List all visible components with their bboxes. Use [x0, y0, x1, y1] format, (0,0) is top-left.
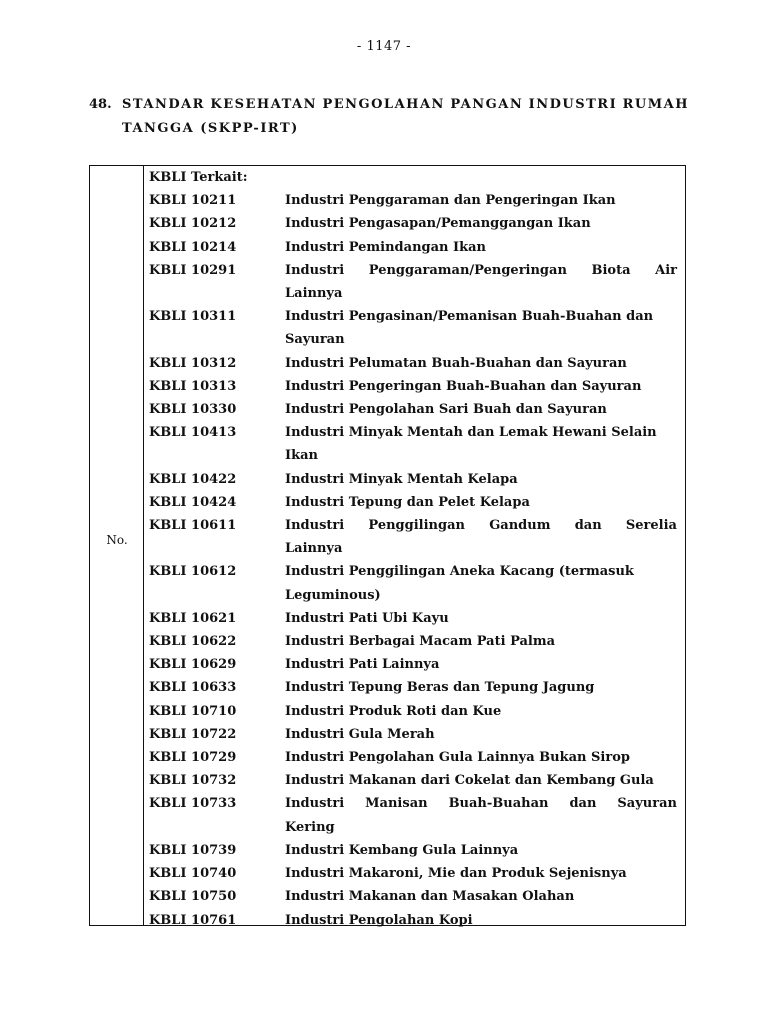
kbli-description-line2: Leguminous)	[285, 587, 381, 603]
kbli-description: Industri Pati Ubi Kayu	[285, 610, 449, 626]
kbli-description-line2: Lainnya	[285, 541, 343, 557]
kbli-description-line1	[285, 792, 677, 815]
kbli-description: Industri Pelumatan Buah-Buahan dan Sayuran	[285, 355, 627, 371]
kbli-description-word: dan	[569, 796, 597, 812]
no-column-label: No.	[106, 533, 128, 547]
kbli-code: KBLI 10622	[149, 634, 237, 650]
kbli-row	[149, 839, 677, 862]
kbli-description-word: Air	[655, 262, 677, 278]
kbli-description: Industri Minyak Mentah Kelapa	[285, 471, 518, 487]
kbli-description: Industri Pengasapan/Pemanggangan Ikan	[285, 216, 591, 232]
kbli-description: Industri Gula Merah	[285, 726, 435, 742]
kbli-code: KBLI 10629	[149, 657, 237, 673]
kbli-description-line2: Lainnya	[285, 286, 343, 302]
kbli-description-word: Industri	[285, 796, 345, 812]
kbli-row	[149, 398, 677, 421]
section-title-line1	[122, 93, 689, 117]
kbli-row	[149, 305, 677, 351]
kbli-description	[285, 259, 677, 305]
kbli-description: Industri Kembang Gula Lainnya	[285, 842, 519, 858]
kbli-description-line2: Kering	[285, 819, 335, 835]
kbli-row	[149, 236, 677, 259]
kbli-description-word: Buah-Buahan	[448, 796, 549, 812]
kbli-code: KBLI 10413	[149, 425, 237, 441]
kbli-description-word: Sayuran	[617, 796, 677, 812]
kbli-code: KBLI 10733	[149, 796, 237, 812]
kbli-row	[149, 769, 677, 792]
kbli-code: KBLI 10422	[149, 471, 237, 487]
kbli-code: KBLI 10729	[149, 750, 237, 766]
section-title-word: KESEHATAN	[210, 97, 318, 112]
section-heading	[89, 93, 689, 141]
kbli-rows	[149, 166, 677, 932]
kbli-description-word: Industri	[285, 262, 345, 278]
kbli-description-line1: Industri Minyak Mentah dan Lemak Hewani Selain	[285, 425, 657, 441]
kbli-description	[285, 421, 677, 467]
kbli-row	[149, 259, 677, 305]
kbli-description: Industri Makanan dan Masakan Olahan	[285, 889, 575, 905]
kbli-code: KBLI 10740	[149, 866, 237, 882]
kbli-code: KBLI 10211	[149, 193, 237, 209]
kbli-code: KBLI 10612	[149, 564, 237, 580]
kbli-description-line1: Industri Pengasinan/Pemanisan Buah-Buahan dan	[285, 309, 654, 325]
kbli-row	[149, 909, 677, 932]
kbli-description: Industri Makaroni, Mie dan Produk Sejenisnya	[285, 866, 627, 882]
section-title-word: PANGAN	[450, 97, 524, 112]
kbli-row	[149, 885, 677, 908]
kbli-row	[149, 676, 677, 699]
kbli-row	[149, 375, 677, 398]
kbli-description: Industri Tepung dan Pelet Kelapa	[285, 494, 530, 510]
kbli-row	[149, 560, 677, 606]
kbli-description: Industri Pati Lainnya	[285, 657, 440, 673]
kbli-row	[149, 746, 677, 769]
kbli-description: Industri Pengolahan Kopi	[285, 912, 473, 928]
kbli-row	[149, 700, 677, 723]
kbli-description-word: Manisan	[365, 796, 428, 812]
kbli-description: Industri Pengeringan Buah-Buahan dan Sayuran	[285, 378, 642, 394]
section-number: 48.	[89, 97, 112, 112]
section-title-word: STANDAR	[122, 97, 205, 112]
kbli-code: KBLI 10732	[149, 773, 237, 789]
kbli-row	[149, 653, 677, 676]
kbli-code: KBLI 10330	[149, 402, 237, 418]
kbli-description: Industri Tepung Beras dan Tepung Jagung	[285, 680, 595, 696]
kbli-row	[149, 607, 677, 630]
kbli-description-word: Gandum	[489, 518, 551, 534]
kbli-description	[285, 514, 677, 560]
kbli-row	[149, 212, 677, 235]
kbli-row	[149, 723, 677, 746]
kbli-code: KBLI 10214	[149, 239, 237, 255]
kbli-table	[89, 165, 686, 926]
kbli-code: KBLI 10633	[149, 680, 237, 696]
kbli-code: KBLI 10611	[149, 518, 237, 534]
kbli-row	[149, 792, 677, 838]
kbli-row	[149, 491, 677, 514]
kbli-description: Industri Makanan dari Cokelat dan Kembang Gula	[285, 773, 654, 789]
kbli-description	[285, 792, 677, 838]
no-column	[90, 166, 144, 925]
kbli-description-word: Penggaraman/Pengeringan	[368, 262, 567, 278]
kbli-header: KBLI Terkait:	[149, 170, 248, 185]
kbli-description: Industri Pengolahan Gula Lainnya Bukan Sirop	[285, 750, 630, 766]
kbli-description-word: Penggilingan	[368, 518, 465, 534]
kbli-description-line2: Ikan	[285, 448, 318, 464]
kbli-description: Industri Pengolahan Sari Buah dan Sayuran	[285, 402, 607, 418]
kbli-code: KBLI 10424	[149, 494, 237, 510]
kbli-code: KBLI 10739	[149, 842, 237, 858]
page-number: - 1147 -	[356, 39, 412, 54]
kbli-description	[285, 305, 677, 351]
kbli-row	[149, 630, 677, 653]
kbli-description-line2: Sayuran	[285, 332, 345, 348]
kbli-code: KBLI 10621	[149, 610, 237, 626]
kbli-code: KBLI 10312	[149, 355, 237, 371]
kbli-code: KBLI 10750	[149, 889, 237, 905]
kbli-description: Industri Produk Roti dan Kue	[285, 703, 502, 719]
section-title-word: INDUSTRI	[528, 97, 618, 112]
section-title	[122, 93, 689, 141]
section-title-word: RUMAH	[622, 97, 689, 112]
section-title-word: PENGOLAHAN	[322, 97, 445, 112]
kbli-description-word: dan	[574, 518, 602, 534]
kbli-code: KBLI 10291	[149, 262, 237, 278]
kbli-row	[149, 862, 677, 885]
kbli-row	[149, 514, 677, 560]
kbli-code: KBLI 10313	[149, 378, 237, 394]
kbli-code: KBLI 10710	[149, 703, 237, 719]
kbli-code: KBLI 10311	[149, 309, 237, 325]
kbli-code: KBLI 10761	[149, 912, 237, 928]
kbli-description-word: Biota	[591, 262, 631, 278]
kbli-description-word: Serelia	[625, 518, 677, 534]
kbli-description: Industri Pemindangan Ikan	[285, 239, 486, 255]
kbli-code: KBLI 10212	[149, 216, 237, 232]
kbli-row	[149, 421, 677, 467]
kbli-description	[285, 560, 677, 606]
kbli-description-word: Industri	[285, 518, 345, 534]
kbli-row	[149, 189, 677, 212]
kbli-description: Industri Berbagai Macam Pati Palma	[285, 634, 556, 650]
kbli-row	[149, 352, 677, 375]
kbli-description-line1: Industri Penggilingan Aneka Kacang (termasuk	[285, 564, 634, 580]
kbli-row	[149, 468, 677, 491]
kbli-description-line1	[285, 259, 677, 282]
section-title-line2: TANGGA (SKPP-IRT)	[122, 121, 299, 136]
kbli-description: Industri Penggaraman dan Pengeringan Ikan	[285, 193, 616, 209]
kbli-code: KBLI 10722	[149, 726, 237, 742]
kbli-description-line1	[285, 514, 677, 537]
